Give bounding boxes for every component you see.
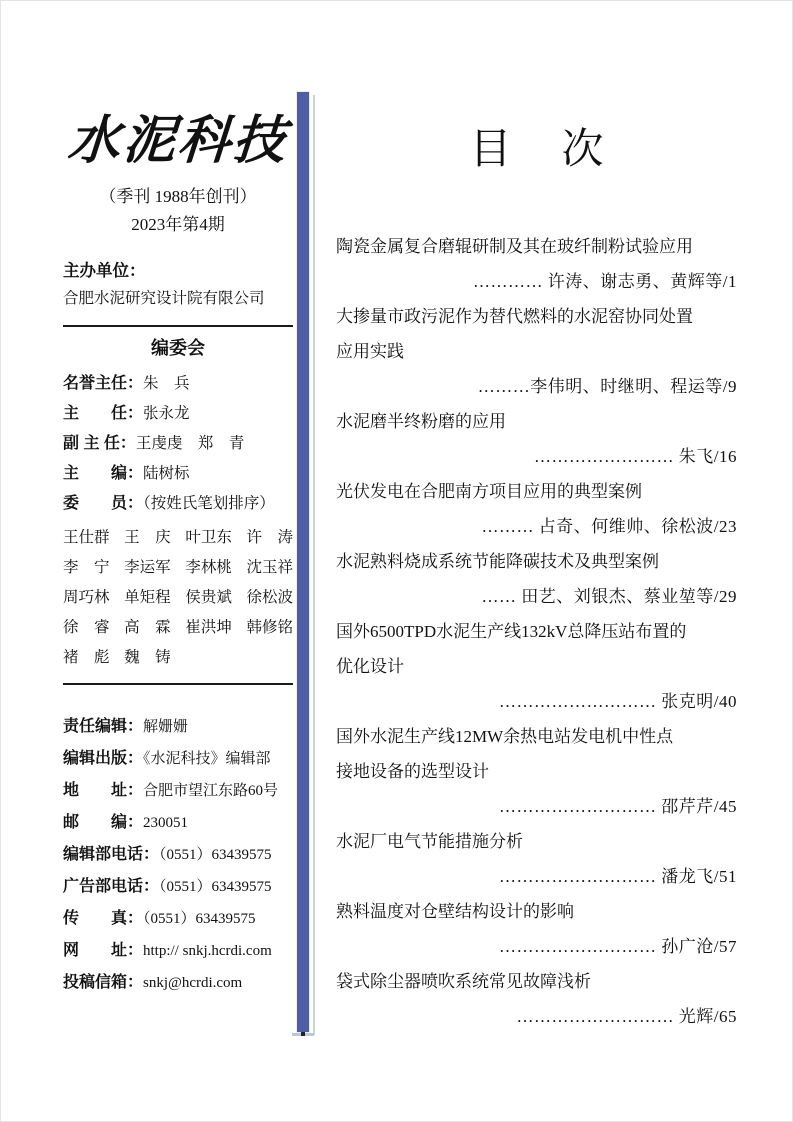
left-column — [63, 99, 293, 999]
info-label: 投稿信箱： — [63, 974, 144, 991]
info-row-publisher — [63, 743, 293, 775]
publication-info — [63, 711, 293, 999]
member-name: 徐松波 — [246, 589, 293, 606]
toc-entry-title: 水泥厂电气节能措施分析 — [336, 832, 523, 851]
info-row-submission-email — [63, 967, 293, 999]
info-label: 传 真： — [63, 910, 144, 927]
toc-entry — [336, 824, 741, 894]
info-label: 编辑出版： — [63, 750, 144, 767]
info-value: 解姗姗 — [143, 719, 189, 735]
journal-cover-page — [1, 1, 792, 1121]
vertical-divider-shadow — [313, 95, 315, 1035]
info-row-address — [63, 775, 293, 807]
member-name: 叶卫东 — [185, 529, 232, 546]
toc-entry-authors-page: ……………………… 潘龙飞/51 — [499, 867, 737, 886]
divider-bottom-dot — [301, 1032, 305, 1036]
board-row-label: 副 主 任： — [63, 435, 136, 452]
toc-entry — [336, 719, 741, 824]
table-of-contents — [336, 123, 741, 1034]
board-row-label: 委 员： — [63, 495, 144, 512]
vertical-divider-bar — [296, 91, 310, 1033]
info-row-postcode — [63, 807, 293, 839]
board-row-label: 主 任： — [63, 405, 144, 422]
toc-entry-title: 水泥磨半终粉磨的应用 — [336, 412, 506, 431]
toc-entry-title: 熟料温度对仓壁结构设计的影响 — [336, 902, 574, 921]
toc-entry-title: 袋式除尘器喷吹系统常见故障浅析 — [336, 972, 591, 991]
info-value: 《水泥科技》编辑部 — [143, 751, 271, 767]
info-value: snkj@hcrdi.com — [143, 975, 243, 991]
toc-entry-authors-page: …… 田艺、刘银杰、蔡业堃等/29 — [481, 587, 737, 606]
member-name: 李 宁 — [63, 559, 110, 576]
toc-entry — [336, 229, 741, 299]
member-name: 许 涛 — [246, 529, 293, 546]
toc-entry-title: 陶瓷金属复合磨辊研制及其在玻纤制粉试验应用 — [336, 237, 693, 256]
member-name: 韩修铭 — [246, 619, 293, 636]
info-row-fax — [63, 903, 293, 935]
info-value: （0551）63439575 — [159, 879, 272, 895]
info-label: 地 址： — [63, 782, 144, 799]
board-row-label: 主 编： — [63, 465, 144, 482]
member-name: 褚 彪 — [63, 649, 110, 666]
info-row-ad-phone — [63, 871, 293, 903]
info-label: 责任编辑： — [63, 718, 144, 735]
toc-entry — [336, 964, 741, 1034]
toc-entry-authors-page: …………………… 朱飞/16 — [534, 447, 737, 466]
info-value: 合肥市望江东路60号 — [143, 783, 279, 799]
committee-members-grid — [63, 523, 293, 673]
info-label: 网 址： — [63, 942, 144, 959]
info-label: 广告部电话： — [63, 878, 160, 895]
toc-entry — [336, 299, 741, 404]
toc-entry-authors-page: ………… 许涛、谢志勇、黄辉等/1 — [473, 272, 737, 291]
toc-entry-authors-page: ……………………… 孙广沧/57 — [499, 937, 737, 956]
member-name: 李运军 — [124, 559, 171, 576]
board-row-director — [63, 399, 293, 429]
board-row-value: 陆树标 — [143, 465, 190, 482]
toc-entry-title: 大掺量市政污泥作为替代燃料的水泥窑协同处置 — [336, 307, 693, 326]
sponsor-name: 合肥水泥研究设计院有限公司 — [63, 290, 265, 307]
member-name: 崔洪坤 — [185, 619, 232, 636]
member-name: 沈玉祥 — [246, 559, 293, 576]
board-row-value: 王虔虔 郑 青 — [135, 435, 245, 452]
toc-entry-title: 水泥熟料烧成系统节能降碳技术及典型案例 — [336, 552, 659, 571]
toc-entry — [336, 404, 741, 474]
member-name: 周巧林 — [63, 589, 110, 606]
toc-entry — [336, 544, 741, 614]
editorial-board-heading: 编委会 — [151, 338, 205, 358]
toc-entry-authors-page: ……… 占奇、何维帅、徐松波/23 — [481, 517, 737, 536]
info-value: 230051 — [143, 815, 189, 831]
journal-subtitle: （季刊 1988年创刊） — [99, 187, 257, 206]
info-row-editorial-phone — [63, 839, 293, 871]
member-name: 魏 铸 — [124, 649, 171, 666]
board-row-label: 名誉主任： — [63, 375, 144, 392]
toc-entry-authors-page: ……………………… 光辉/65 — [516, 1007, 737, 1026]
divider-line-bottom — [63, 683, 293, 685]
info-row-website — [63, 935, 293, 967]
toc-entry-authors-page: ……………………… 邵芹芹/45 — [499, 797, 737, 816]
toc-entry — [336, 894, 741, 964]
toc-entry-title-line2: 优化设计 — [336, 657, 404, 676]
info-value: （0551）63439575 — [159, 847, 272, 863]
toc-entry-title: 国外水泥生产线12MW余热电站发电机中性点 — [336, 727, 674, 746]
toc-entry-authors-page: ………李伟明、时继明、程运等/9 — [477, 377, 737, 396]
member-name: 高 霖 — [124, 619, 171, 636]
board-row-value: 张永龙 — [143, 405, 190, 422]
board-row-deputy-director — [63, 429, 293, 459]
journal-issue: 2023年第4期 — [131, 215, 225, 234]
info-value: http:// snkj.hcrdi.com — [143, 943, 272, 959]
board-row-value: 朱 兵 — [143, 375, 190, 392]
info-row-responsible-editor — [63, 711, 293, 743]
member-name: 李林桃 — [185, 559, 232, 576]
toc-entry — [336, 614, 741, 719]
info-value: （0551）63439575 — [143, 911, 256, 927]
member-name: 王仕群 — [63, 529, 110, 546]
member-name: 侯贵斌 — [185, 589, 232, 606]
info-label: 邮 编： — [63, 814, 144, 831]
member-name: 单矩程 — [124, 589, 171, 606]
board-row-honorary-director — [63, 369, 293, 399]
info-label: 编辑部电话： — [63, 846, 160, 863]
member-name: 王 庆 — [124, 529, 171, 546]
toc-entry-authors-page: ……………………… 张克明/40 — [499, 692, 737, 711]
journal-title: 水泥科技 — [65, 110, 291, 171]
toc-entry-title-line2: 接地设备的选型设计 — [336, 762, 489, 781]
toc-entry-title: 国外6500TPD水泥生产线132kV总降压站布置的 — [336, 622, 687, 641]
board-row-value: （按姓氏笔划排序） — [143, 495, 275, 512]
toc-heading: 目 次 — [469, 124, 608, 173]
board-row-chief-editor — [63, 459, 293, 489]
board-row-members-label — [63, 489, 293, 519]
toc-entry-title-line2: 应用实践 — [336, 342, 404, 361]
sponsor-label: 主办单位： — [63, 262, 146, 280]
member-name: 徐 睿 — [63, 619, 110, 636]
toc-entry-title: 光伏发电在合肥南方项目应用的典型案例 — [336, 482, 642, 501]
toc-entry — [336, 474, 741, 544]
